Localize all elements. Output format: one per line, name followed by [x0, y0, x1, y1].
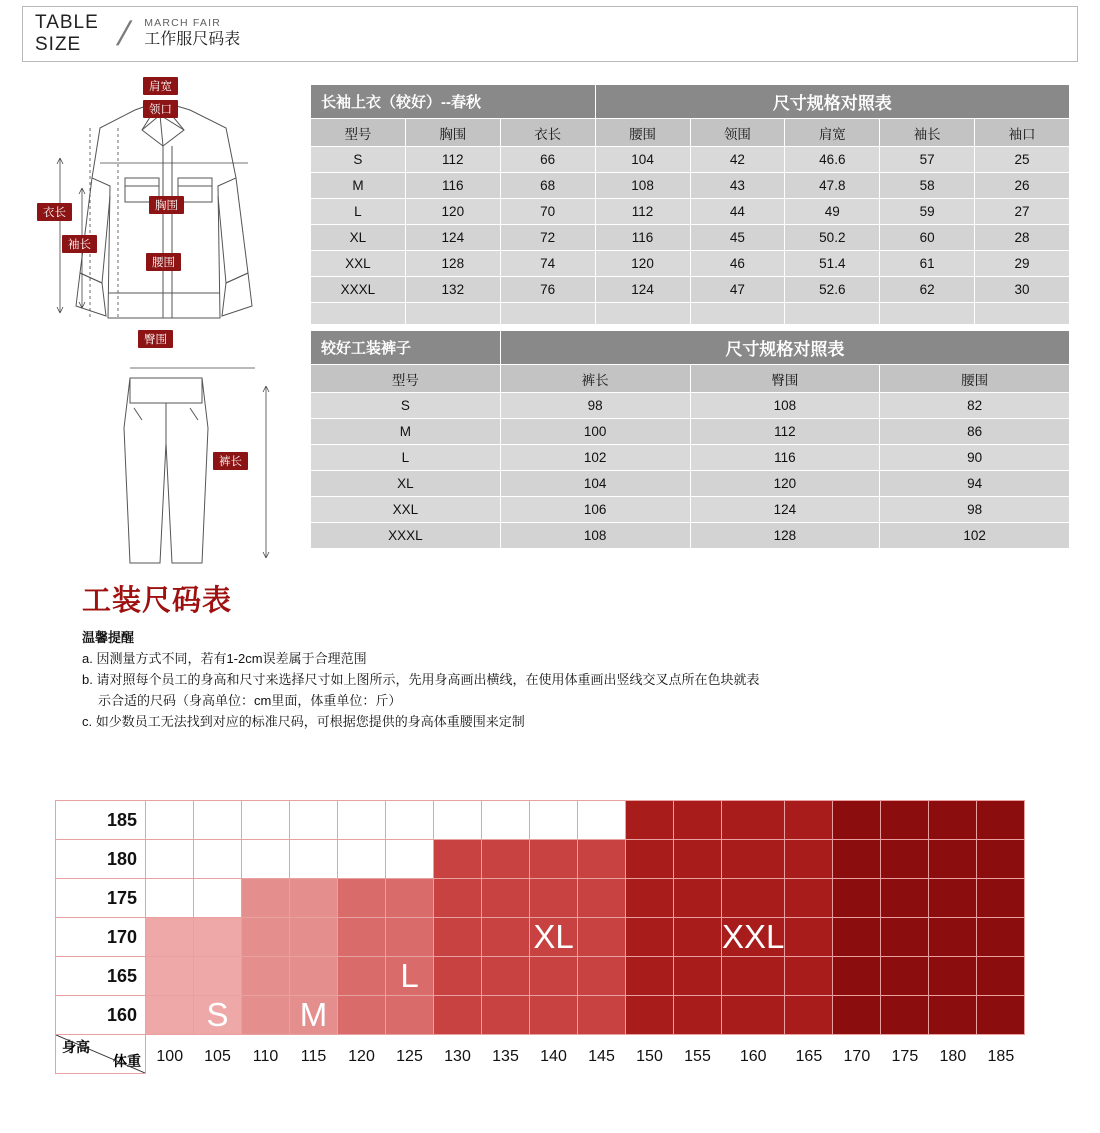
header-left [35, 12, 99, 56]
cell: 124 [690, 497, 880, 523]
cell: S [311, 147, 406, 173]
table-row [311, 445, 1070, 471]
x-axis-label-125: 125 [396, 1048, 423, 1066]
y-axis-label-185: 185 [56, 801, 146, 840]
tag-hip: 臀围 [138, 330, 173, 348]
matrix-cell-empty [386, 801, 434, 840]
matrix-cell-XXXL [881, 918, 929, 957]
matrix-cell-XXL [722, 879, 785, 918]
matrix-cell-empty [482, 801, 530, 840]
matrix-row [56, 918, 1025, 957]
matrix-cell-XXXL [833, 918, 881, 957]
matrix-cell-XXXL [929, 879, 977, 918]
cell: M [311, 173, 406, 199]
y-axis-label-165: 165 [56, 957, 146, 996]
cell: 49 [785, 199, 880, 225]
matrix-cell-XXL [674, 879, 722, 918]
tag-shoulder-width: 肩宽 [143, 77, 178, 95]
matrix-cell-empty [290, 801, 338, 840]
matrix-cell-empty [578, 801, 626, 840]
x-axis-label-105: 105 [204, 1048, 231, 1066]
header-banner [22, 6, 1078, 62]
size-matrix-grid [55, 800, 1025, 1074]
cell: 128 [690, 523, 880, 549]
cell: 27 [975, 199, 1070, 225]
matrix-cell-XXL [785, 801, 833, 840]
matrix-cell-XXXL [833, 840, 881, 879]
pants-table-band [311, 331, 1070, 365]
matrix-cell-L [338, 996, 386, 1035]
cell: S [311, 393, 501, 419]
matrix-cell-XXL [626, 957, 674, 996]
matrix-cell-XXXL [881, 840, 929, 879]
tag-pant-length: 裤长 [213, 452, 248, 470]
cell: XXXL [311, 277, 406, 303]
x-axis-label-110: 110 [252, 1048, 279, 1066]
matrix-cell-XL [434, 879, 482, 918]
cell: 30 [975, 277, 1070, 303]
cell: 86 [880, 419, 1070, 445]
matrix-cell-XL [578, 918, 626, 957]
cell: 52.6 [785, 277, 880, 303]
matrix-cell-XXL [674, 801, 722, 840]
cell: 58 [880, 173, 975, 199]
cell: 98 [500, 393, 690, 419]
table-row [311, 393, 1070, 419]
cell: 70 [500, 199, 595, 225]
pants-size-table [310, 330, 1070, 549]
table-row [311, 277, 1070, 303]
x-axis-label-165: 165 [795, 1048, 823, 1066]
jacket-table-header-row [311, 119, 1070, 147]
cell: 104 [500, 471, 690, 497]
matrix-row [56, 879, 1025, 918]
table-row [311, 173, 1070, 199]
cell: 94 [880, 471, 1070, 497]
matrix-cell-empty [434, 801, 482, 840]
matrix-cell-L [338, 918, 386, 957]
matrix-cell-empty [338, 840, 386, 879]
matrix-cell-S: S [194, 996, 242, 1035]
table-row [311, 523, 1070, 549]
matrix-cell-XXL [785, 840, 833, 879]
matrix-cell-XXL [785, 996, 833, 1035]
cell: 50.2 [785, 225, 880, 251]
matrix-row [56, 996, 1025, 1035]
jacket-col-3: 腰围 [595, 119, 690, 147]
cell: 61 [880, 251, 975, 277]
matrix-cell-XXL [785, 918, 833, 957]
cell: 60 [880, 225, 975, 251]
matrix-cell-XXXL [881, 957, 929, 996]
pants-col-1: 裤长 [500, 365, 690, 393]
x-axis-label-175: 175 [891, 1048, 919, 1066]
matrix-cell-XL [482, 879, 530, 918]
cell: 116 [405, 173, 500, 199]
matrix-cell-XXXL [977, 996, 1025, 1035]
tag-chest: 胸围 [149, 196, 184, 214]
cell: 68 [500, 173, 595, 199]
matrix-cell-XXL [785, 957, 833, 996]
header-subtitle: 工作服尺码表 [144, 31, 241, 49]
table-row [311, 199, 1070, 225]
matrix-cell-XXL [722, 996, 785, 1035]
x-axis-label-160: 160 [739, 1048, 767, 1066]
matrix-cell-XXXL [977, 918, 1025, 957]
matrix-row [56, 840, 1025, 879]
cell: 57 [880, 147, 975, 173]
tag-collar: 领口 [143, 100, 178, 118]
matrix-cell-XXXL [929, 840, 977, 879]
header-size-label: SIZE [35, 34, 82, 55]
x-axis-label-145: 145 [588, 1048, 615, 1066]
cell: 90 [880, 445, 1070, 471]
matrix-cell-XL [482, 840, 530, 879]
matrix-cell-empty [386, 840, 434, 879]
matrix-cell-S [146, 918, 194, 957]
matrix-cell-XXXL [833, 879, 881, 918]
cell: 66 [500, 147, 595, 173]
pants-table-header-row [311, 365, 1070, 393]
matrix-cell-empty [194, 801, 242, 840]
matrix-cell-L [338, 957, 386, 996]
jacket-col-7: 袖口 [975, 119, 1070, 147]
matrix-cell-XXL [674, 996, 722, 1035]
matrix-cell-XXXL [929, 957, 977, 996]
cell: 120 [595, 251, 690, 277]
x-axis-label-130: 130 [444, 1048, 471, 1066]
cell: XL [311, 225, 406, 251]
matrix-cell-empty [338, 801, 386, 840]
matrix-cell-M [290, 879, 338, 918]
matrix-cell-XXL [674, 840, 722, 879]
corner-diagonal-line [56, 1035, 145, 1073]
pants-col-3: 腰围 [880, 365, 1070, 393]
matrix-cell-XL [578, 957, 626, 996]
cell: 29 [975, 251, 1070, 277]
cell: 132 [405, 277, 500, 303]
cell: 44 [690, 199, 785, 225]
x-axis-title: 体重 [113, 1053, 141, 1069]
matrix-cell-XXXL [977, 879, 1025, 918]
matrix-cell-M: M [290, 996, 338, 1035]
table-row [311, 471, 1070, 497]
jacket-table-title: 长袖上衣（较好）--春秋 [311, 85, 596, 119]
matrix-cell-XL [482, 996, 530, 1035]
matrix-cell-empty [146, 879, 194, 918]
matrix-cell-XL [482, 918, 530, 957]
y-axis-label-170: 170 [56, 918, 146, 957]
matrix-cell-S [146, 996, 194, 1035]
cell: 62 [880, 277, 975, 303]
matrix-cell-M [290, 957, 338, 996]
cell: 108 [595, 173, 690, 199]
matrix-cell-XXXL [881, 996, 929, 1035]
matrix-cell-S [194, 918, 242, 957]
matrix-cell-L: L [386, 957, 434, 996]
matrix-row [56, 801, 1025, 840]
cell: 112 [405, 147, 500, 173]
cell: 72 [500, 225, 595, 251]
cell: 59 [880, 199, 975, 225]
matrix-cell-S [146, 957, 194, 996]
cell: 124 [595, 277, 690, 303]
cell: 112 [690, 419, 880, 445]
cell: XXXL [311, 523, 501, 549]
matrix-cell-XXXL [929, 801, 977, 840]
cell: 45 [690, 225, 785, 251]
matrix-cell-XL [434, 840, 482, 879]
x-axis-label-155: 155 [684, 1048, 711, 1066]
matrix-cell-XL [530, 996, 578, 1035]
pants-table-subtitle: 尺寸规格对照表 [500, 331, 1069, 365]
pants-col-2: 臀围 [690, 365, 880, 393]
matrix-cell-XXL [674, 918, 722, 957]
y-axis-label-180: 180 [56, 840, 146, 879]
matrix-cell-XXL: XXL [722, 918, 785, 955]
matrix-cell-XXL [626, 918, 674, 957]
cell: 47 [690, 277, 785, 303]
matrix-cell-empty [194, 840, 242, 879]
matrix-cell-XXXL [977, 840, 1025, 879]
matrix-cell-empty [242, 801, 290, 840]
matrix-cell-XXXL [929, 996, 977, 1035]
jacket-size-table [310, 84, 1070, 325]
cell: XXL [311, 497, 501, 523]
pants-table-title: 较好工装裤子 [311, 331, 501, 365]
matrix-cell-XL [578, 996, 626, 1035]
matrix-cell-XXL [626, 879, 674, 918]
note-line-b: b. 请对照每个员工的身高和尺寸来选择尺寸如上图所示，先用身高画出横线，在使用体重画出竖线交叉点所在色块就表 [82, 672, 760, 688]
matrix-cell-L [386, 918, 434, 957]
matrix-cell-XXXL [833, 957, 881, 996]
cell: XXL [311, 251, 406, 277]
brand-name: MARCH FAIR [144, 16, 221, 29]
cell: 46.6 [785, 147, 880, 173]
matrix-cell-XXL [626, 996, 674, 1035]
matrix-cell-XXXL [833, 996, 881, 1035]
matrix-cell-XXXL [977, 801, 1025, 840]
tag-coat-length: 衣长 [37, 203, 72, 221]
notes-title: 工装尺码表 [82, 585, 233, 617]
matrix-cell-XL: XL [530, 918, 578, 957]
matrix-cell-XL [434, 996, 482, 1035]
jacket-size-table-wrap [310, 84, 1070, 325]
matrix-cell-XL [530, 879, 578, 918]
cell: 28 [975, 225, 1070, 251]
cell: 120 [405, 199, 500, 225]
matrix-cell-empty [146, 801, 194, 840]
matrix-cell-XXXL [977, 957, 1025, 996]
x-axis-label-185: 185 [987, 1048, 1015, 1066]
matrix-cell-XXL [722, 801, 785, 840]
matrix-cell-empty [290, 840, 338, 879]
matrix-cell-M [242, 957, 290, 996]
jacket-col-2: 衣长 [500, 119, 595, 147]
tag-sleeve-length: 袖长 [62, 235, 97, 253]
matrix-cell-XXXL [881, 879, 929, 918]
jacket-table-band [311, 85, 1070, 119]
tag-waist: 腰围 [146, 253, 181, 271]
matrix-cell-XL [434, 957, 482, 996]
cell: M [311, 419, 501, 445]
matrix-cell-XL [434, 918, 482, 957]
matrix-cell-XL [530, 957, 578, 996]
cell: 104 [595, 147, 690, 173]
cell: XL [311, 471, 501, 497]
cell: 100 [500, 419, 690, 445]
cell: 46 [690, 251, 785, 277]
cell: 128 [405, 251, 500, 277]
cell: 76 [500, 277, 595, 303]
matrix-cell-XXXL [929, 918, 977, 957]
matrix-cell-L [386, 996, 434, 1035]
matrix-row [56, 957, 1025, 996]
jacket-col-6: 袖长 [880, 119, 975, 147]
note-line-a: a. 因测量方式不同，若有1-2cm误差属于合理范围 [82, 651, 367, 666]
cell: 74 [500, 251, 595, 277]
cell: L [311, 445, 501, 471]
cell: 112 [595, 199, 690, 225]
matrix-cell-M [242, 918, 290, 957]
cell: L [311, 199, 406, 225]
matrix-cell-XXXL [881, 801, 929, 840]
garment-illustration [30, 68, 300, 588]
cell: 47.8 [785, 173, 880, 199]
cell: 120 [690, 471, 880, 497]
matrix-cell-XXL [674, 957, 722, 996]
matrix-axis-row [56, 1035, 1025, 1074]
y-axis-label-175: 175 [56, 879, 146, 918]
cell: 98 [880, 497, 1070, 523]
x-axis-label-115: 115 [300, 1048, 327, 1066]
cell: 26 [975, 173, 1070, 199]
matrix-cell-XL [482, 957, 530, 996]
matrix-cell-M [242, 879, 290, 918]
matrix-cell-XXL [626, 801, 674, 840]
table-row [311, 251, 1070, 277]
x-axis-label-120: 120 [348, 1048, 375, 1066]
y-axis-label-160: 160 [56, 996, 146, 1035]
matrix-cell-empty [146, 840, 194, 879]
matrix-cell-empty [194, 879, 242, 918]
y-axis-title: 身高 [62, 1039, 90, 1055]
jacket-col-5: 肩宽 [785, 119, 880, 147]
x-axis-label-180: 180 [939, 1048, 967, 1066]
cell: 82 [880, 393, 1070, 419]
cell: 42 [690, 147, 785, 173]
matrix-cell-empty [242, 840, 290, 879]
cell: 51.4 [785, 251, 880, 277]
x-axis-label-150: 150 [636, 1048, 663, 1066]
matrix-cell-XL [578, 879, 626, 918]
size-matrix-chart [55, 800, 1025, 1074]
matrix-cell-XL [578, 840, 626, 879]
jacket-col-4: 领围 [690, 119, 785, 147]
table-spacer-row [311, 303, 1070, 325]
x-axis-label-170: 170 [843, 1048, 871, 1066]
header-right [144, 17, 240, 51]
matrix-cell-L [338, 879, 386, 918]
cell: 124 [405, 225, 500, 251]
cell: 102 [880, 523, 1070, 549]
x-axis-label-140: 140 [540, 1048, 567, 1066]
jacket-col-1: 胸围 [405, 119, 500, 147]
cell: 25 [975, 147, 1070, 173]
matrix-cell-XXXL [833, 801, 881, 840]
jacket-col-0: 型号 [311, 119, 406, 147]
matrix-cell-XL [530, 840, 578, 879]
table-row [311, 147, 1070, 173]
matrix-cell-XXL [626, 840, 674, 879]
cell: 106 [500, 497, 690, 523]
cell: 116 [690, 445, 880, 471]
matrix-cell-XXL [722, 957, 785, 996]
table-row [311, 225, 1070, 251]
header-table-label: TABLE [35, 12, 99, 34]
axis-corner [56, 1035, 146, 1074]
cell: 43 [690, 173, 785, 199]
pants-col-0: 型号 [311, 365, 501, 393]
header-slash-divider: / [113, 14, 134, 53]
pants-size-table-wrap [310, 330, 1070, 549]
cell: 108 [690, 393, 880, 419]
matrix-cell-XXL [722, 840, 785, 879]
matrix-cell-XXL [785, 879, 833, 918]
notes-warm-label: 温馨提醒 [82, 630, 135, 645]
table-row [311, 497, 1070, 523]
notes-section [82, 578, 1032, 734]
cell: 102 [500, 445, 690, 471]
matrix-cell-M [242, 996, 290, 1035]
table-row [311, 419, 1070, 445]
x-axis-label-100: 100 [156, 1048, 184, 1066]
note-line-c: c. 如少数员工无法找到对应的标准尺码，可根据您提供的身高体重腰围来定制 [82, 714, 525, 730]
cell: 116 [595, 225, 690, 251]
matrix-cell-L [386, 879, 434, 918]
cell: 108 [500, 523, 690, 549]
jacket-table-subtitle: 尺寸规格对照表 [595, 85, 1069, 119]
x-axis-label-135: 135 [492, 1048, 519, 1066]
note-line-b2: 示合适的尺码（身高单位：cm里面，体重单位：斤） [98, 693, 402, 709]
matrix-cell-S [194, 957, 242, 996]
matrix-cell-M [290, 918, 338, 957]
garment-diagram-svg [30, 68, 300, 588]
matrix-cell-empty [530, 801, 578, 840]
